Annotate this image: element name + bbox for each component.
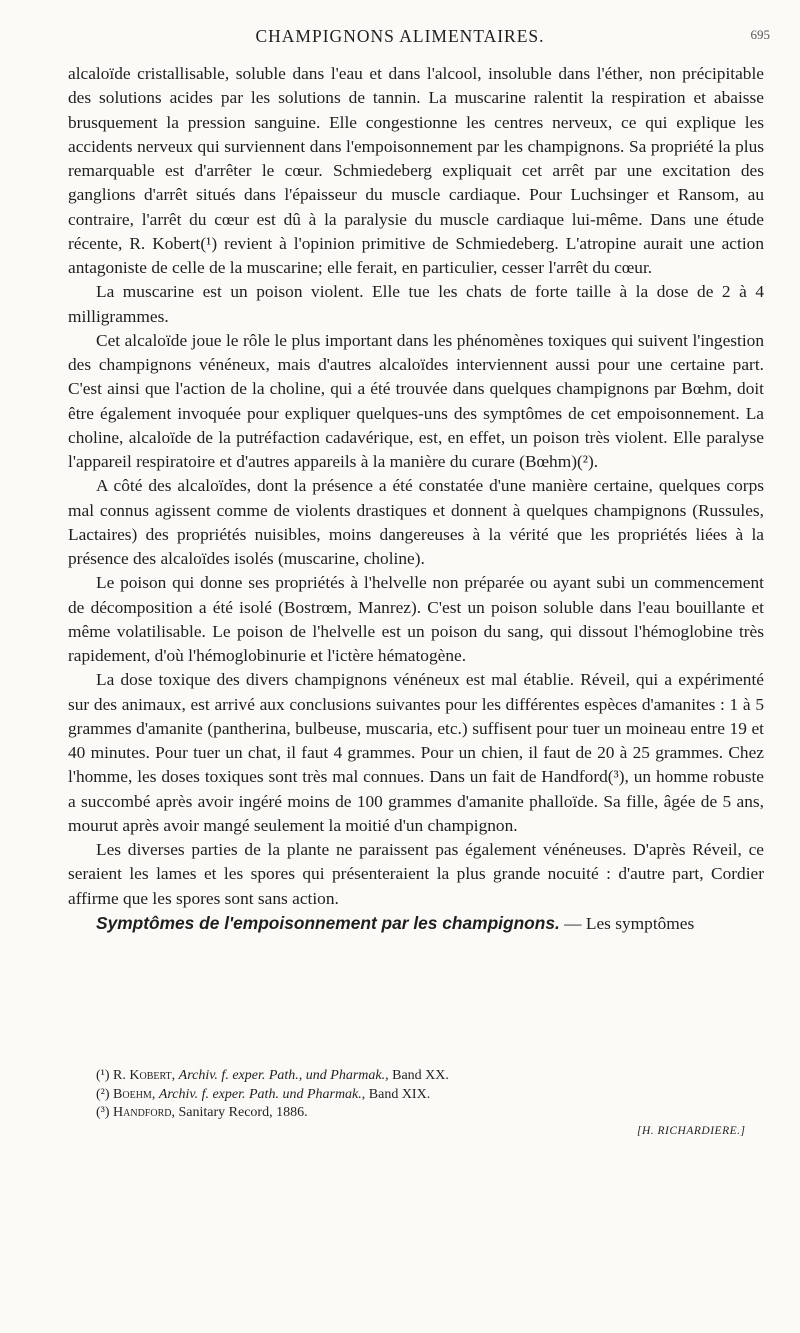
footnote-author: Handford bbox=[113, 1105, 172, 1120]
footnote-author: R. Kobert bbox=[113, 1068, 172, 1083]
page-number: 695 bbox=[750, 27, 770, 42]
paragraph: Cet alcaloïde joue le rôle le plus important dans les phénomènes toxiques qui suivent l'ingestion des champignons vénéneux, mais d'autres alcaloïdes interviennent aussi pour une certaine part. C'est ainsi que l'action de la choline, qui a été trouvée dans quelques champignons par Bœhm, doit être également invoquée pour expliquer quelques-uns des symptômes de cet empoisonnement. La choline, alcaloïde de la putréfaction cadavérique, est, en effet, un poison très violent. Elle paralyse l'appareil respiratoire et d'autres appareils à la manière du curare (Bœhm)(²). bbox=[68, 330, 764, 471]
footnote-title: Archiv. f. exper. Path. und Pharmak. bbox=[158, 1086, 362, 1102]
running-title: CHAMPIGNONS ALIMENTAIRES. bbox=[255, 26, 545, 46]
paragraph: alcaloïde cristallisable, soluble dans l'eau et dans l'alcool, insoluble dans l'éther, non précipitable des solutions acides par les solutions de tannin. La muscarine ralentit la respiration et abaisse brusquement la pression sanguine. Elle congestionne les centres nerveux, ce qui explique les accidents nerveux qui surviennent dans l'empoisonnement par les champignons. Sa propriété la plus remarquable est d'arrêter le cœur. Schmiedeberg expliquait cet arrêt par une excitation des ganglions d'arrêt situés dans l'épaisseur du muscle cardiaque. Pour Luchsinger et Ransom, au contraire, l'arrêt du cœur est dû à la paralysie du muscle cardiaque lui-même. Dans une étude récente, R. Kobert(¹) revient à l'opinion primitive de Schmiedeberg. L'atropine aurait une action antagoniste de celle de la muscarine; elle ferait, en particulier, cesser l'arrêt du cœur. bbox=[68, 64, 764, 277]
section-heading: Symptômes de l'empoisonnement par les champignons. bbox=[96, 912, 560, 933]
paragraph: Les diverses parties de la plante ne paraissent pas également vénéneuses. D'après Réveil, ce seraient les lames et les spores qui présenteraient la plus grande nocuité : d'autre part, Cordier affirme que les spores sont sans action. bbox=[68, 840, 764, 908]
footnote-rest: , Sanitary Record, 1886. bbox=[171, 1105, 308, 1120]
footnote-title: Archiv. f. exper. Path., und Pharmak. bbox=[178, 1068, 386, 1083]
footnote: (²) Boehm, Archiv. f. exper. Path. und Pharmak., Band XIX. bbox=[96, 1086, 431, 1102]
footnotes bbox=[68, 1067, 764, 1123]
page-header bbox=[0, 26, 800, 54]
footnote: (¹) R. Kobert, Archiv. f. exper. Path., und Pharmak., Band XX. bbox=[96, 1068, 449, 1083]
paragraph: La muscarine est un poison violent. Elle tue les chats de forte taille à la dose de 2 à 4 milligrammes. bbox=[68, 282, 764, 326]
paragraph: A côté des alcaloïdes, dont la présence a été constatée d'une manière certaine, quelques corps mal connus agissent comme de violents drastiques et donnent à quelques champignons (Russules, Lactaires) des propriétés nuisibles, moins dangereuses à la vérité que les propriétés liées à la présence des alcaloïdes isolés (muscarine, choline). bbox=[68, 476, 764, 568]
section-text: — Les symptômes bbox=[559, 913, 695, 933]
footnote-rest: , Band XX. bbox=[385, 1068, 449, 1083]
footnote-mark: (¹) bbox=[96, 1068, 114, 1083]
footnote-mark: (³) bbox=[96, 1105, 114, 1120]
footnote bbox=[68, 1104, 764, 1123]
footnote-mark: (²) bbox=[96, 1086, 114, 1102]
body-text bbox=[68, 62, 764, 936]
section-paragraph bbox=[68, 911, 764, 936]
footnote-rest: , Band XIX. bbox=[361, 1086, 431, 1102]
printer-mark: [H. RICHARDIERE.] bbox=[637, 1125, 746, 1137]
paragraph: Le poison qui donne ses propriétés à l'helvelle non préparée ou ayant subi un commencement de décomposition a été isolé (Bostrœm, Manrez). C'est un poison soluble dans l'eau bouillante et même volatilisable. Le poison de l'helvelle est un poison du sang, qui dissout l'hémoglobine très rapidement, d'où l'hémoglobinurie et l'ictère hématogène. bbox=[68, 573, 764, 665]
footnote-author: Boehm bbox=[113, 1086, 152, 1102]
paragraph: La dose toxique des divers champignons vénéneux est mal établie. Réveil, qui a expérimenté sur des animaux, est arrivé aux conclusions suivantes pour les différentes espèces d'amanites : 1 à 5 grammes d'amanite (pantherina, bulbeuse, muscaria, etc.) suffisent pour tuer un moineau entre 19 et 40 minutes. Pour tuer un chat, il faut 4 grammes. Pour un chien, il faut de 20 à 25 grammes. Chez l'homme, les doses toxiques sont très mal connues. Dans un fait de Handford(³), un homme robuste a succombé après avoir ingéré moins de 100 grammes d'amanite phalloïde. Sa fille, âgée de 5 ans, mourut après avoir mangé seulement la moitié d'un champignon. bbox=[68, 670, 764, 835]
